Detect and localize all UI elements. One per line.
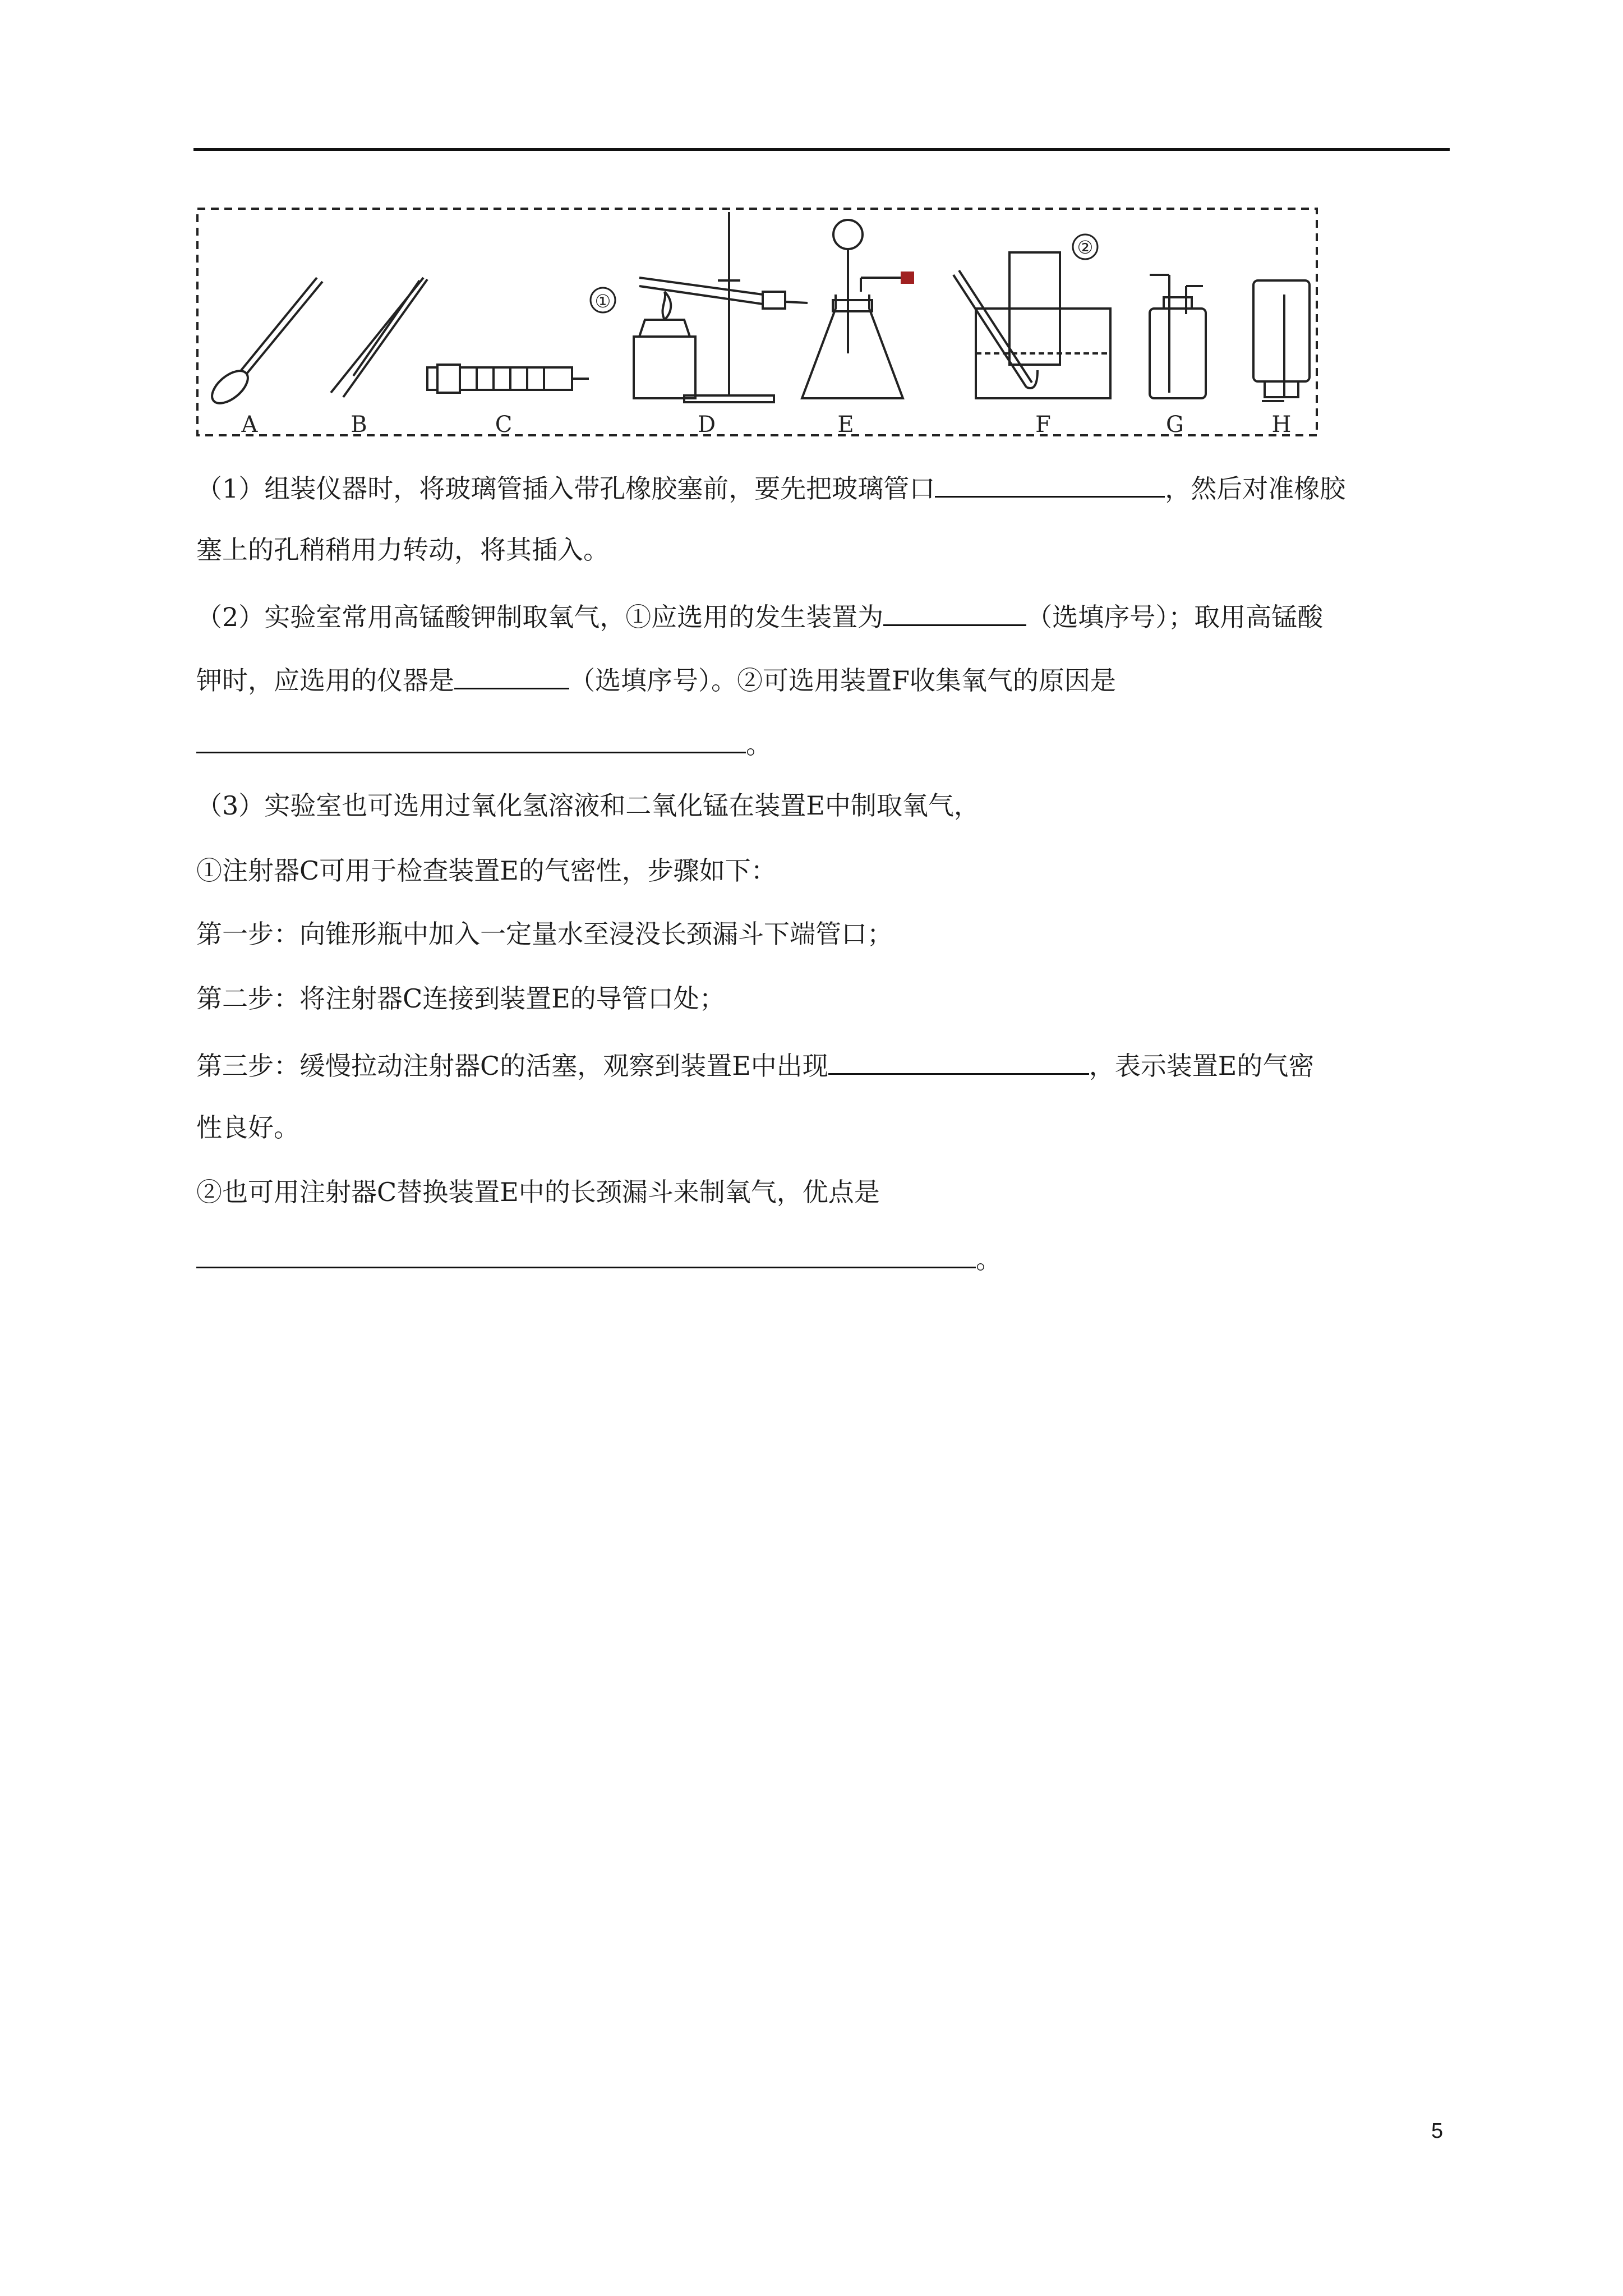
q3-blank-observation[interactable] [828, 1046, 1089, 1075]
q1-text: （1）组装仪器时，将玻璃管插入带孔橡胶塞前，要先把玻璃管口 [196, 473, 935, 504]
q2-text-end: （选填序号）；取用高锰酸 [1026, 602, 1324, 632]
q3-blank-advantage[interactable] [196, 1240, 976, 1268]
header-rule [193, 148, 1450, 151]
label-c: C [495, 412, 513, 436]
marker-1: ① [594, 291, 611, 312]
q2-line2-end: （选填序号）。②可选用装置F收集氧气的原因是 [569, 665, 1116, 696]
q3-step3-text: 第三步：缓慢拉动注射器C的活塞，观察到装置E中出现 [196, 1051, 828, 1081]
q1-line1 [196, 469, 1345, 505]
conical-flask-icon [802, 220, 913, 398]
water-trough-icon [953, 234, 1110, 398]
syringe-icon [427, 365, 589, 393]
q3-step3-end: ，表示装置E的气密 [1089, 1051, 1315, 1081]
apparatus-figure [196, 208, 1318, 436]
q3-sub1: ①注射器C可用于检查装置E的气密性，步骤如下： [196, 855, 777, 886]
spoon-icon [206, 278, 322, 409]
q1-text-end: ，然后对准橡胶 [1165, 473, 1346, 504]
label-f: F [1035, 412, 1051, 436]
q2-line1 [196, 597, 1323, 634]
label-h: H [1271, 412, 1292, 436]
q3-sub2: ②也可用注射器C替换装置E中的长颈漏斗来制氧气，优点是 [196, 1177, 880, 1207]
label-a: A [241, 412, 258, 436]
q3-intro: （3）实验室也可选用过氧化氢溶液和二氧化锰在装置E中制取氧气， [196, 790, 980, 821]
q2-blank-device[interactable] [883, 597, 1026, 626]
q2-blank-instrument[interactable] [454, 661, 569, 689]
inverted-bottle-icon [1253, 280, 1310, 401]
q3-step3-cont: 性良好。 [196, 1112, 299, 1143]
gas-bottle-icon [1150, 275, 1206, 398]
q1-blank[interactable] [935, 469, 1165, 498]
q3-period: 。 [976, 1244, 1002, 1274]
q2-text: （2）实验室常用高锰酸钾制取氧气，①应选用的发生装置为 [196, 602, 884, 632]
label-e: E [837, 412, 854, 436]
heating-apparatus-icon [591, 212, 808, 402]
q2-period: 。 [746, 729, 772, 760]
q3-step2: 第二步：将注射器C连接到装置E的导管口处； [196, 983, 725, 1014]
q3-answer-line [196, 1240, 1002, 1276]
page-number: 5 [1431, 2119, 1444, 2143]
label-b: B [351, 412, 367, 436]
q2-line3 [196, 725, 772, 761]
q1-line2: 塞上的孔稍稍用力转动，将其插入。 [196, 535, 609, 565]
q3-step3 [196, 1046, 1314, 1083]
marker-2: ② [1077, 237, 1094, 258]
q2-blank-reason[interactable] [196, 725, 746, 753]
label-g: G [1166, 412, 1184, 436]
q3-step1: 第一步：向锥形瓶中加入一定量水至浸没长颈漏斗下端管口； [196, 919, 893, 949]
label-d: D [697, 412, 716, 436]
q2-line2-text: 钾时，应选用的仪器是 [196, 665, 454, 696]
tweezers-icon [331, 278, 427, 397]
q2-line2 [196, 661, 1116, 697]
